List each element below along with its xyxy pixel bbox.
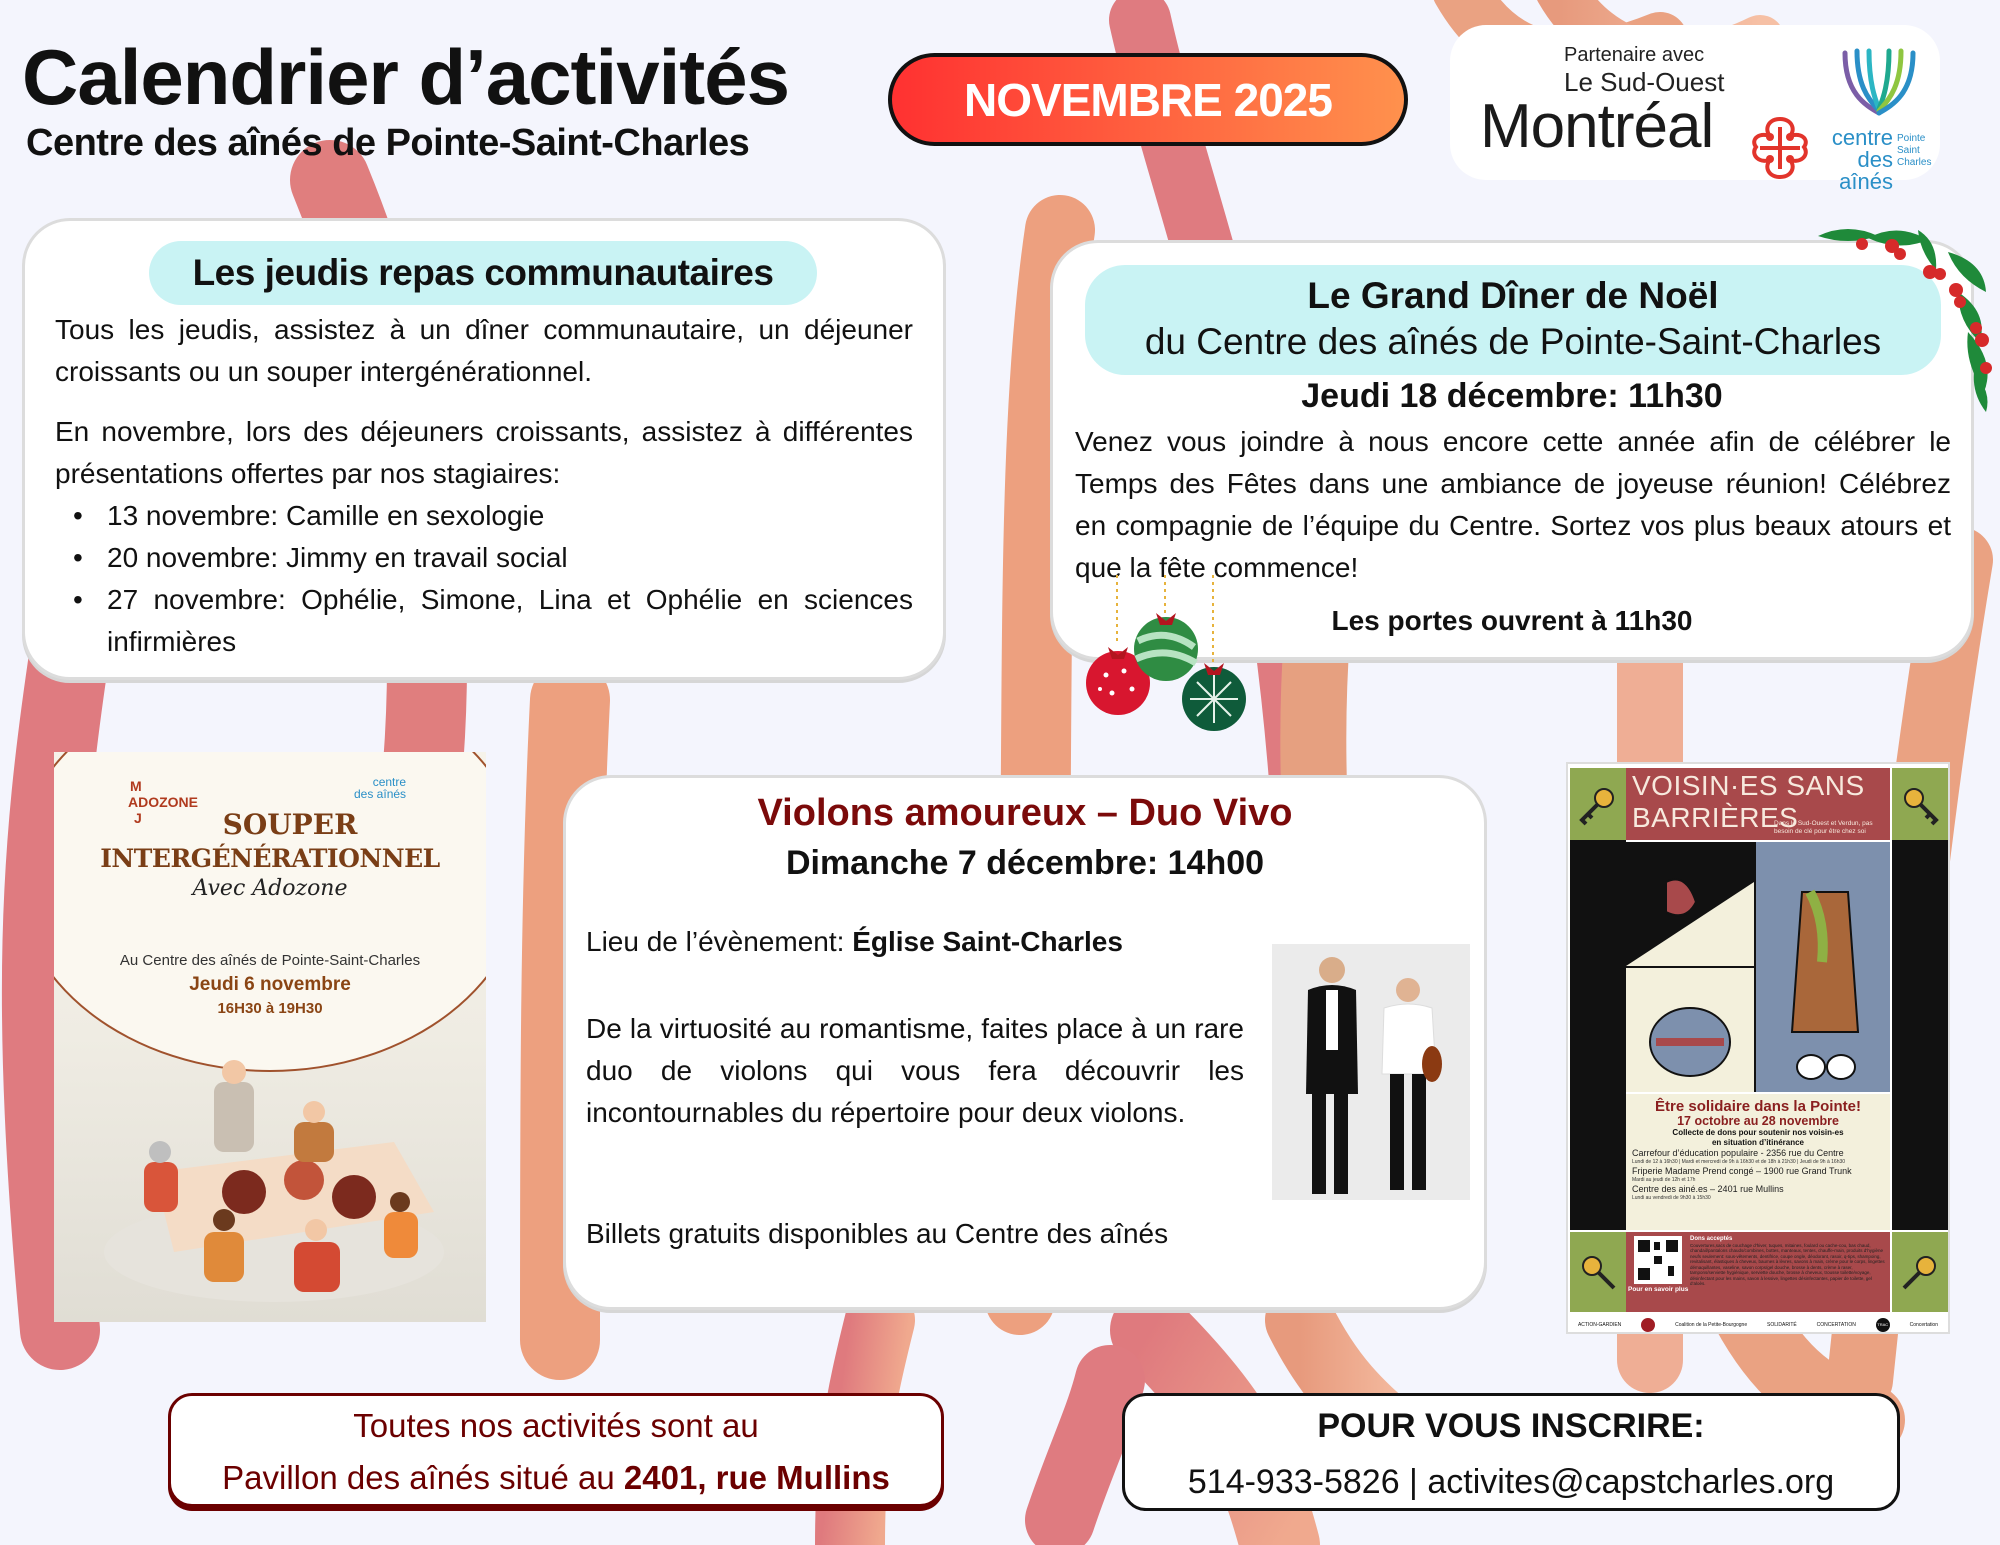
voisin-location: Centre des ainé.es – 2401 rue Mullins (1632, 1184, 1784, 1194)
qr-caption: Pour en savoir plus (1628, 1286, 1689, 1293)
violons-tickets: Billets gratuits disponibles au Centre des aînés (586, 1218, 1169, 1249)
souper-title-2: INTERGÉNÉRATIONNEL (100, 844, 440, 873)
souper-date: Jeudi 6 novembre (189, 974, 351, 995)
qr-code[interactable] (1634, 1236, 1682, 1284)
noel-date: Jeudi 18 décembre: 11h30 (1301, 377, 1723, 415)
centre-des-aines-arcs-icon (1815, 43, 1935, 123)
centre-des-aines-logo-small: centre des aînés (354, 775, 407, 801)
christmas-ornaments-icon (1078, 575, 1258, 735)
key-icon (1892, 1232, 1948, 1312)
registration-box (1122, 1393, 1900, 1511)
list-item: • 13 novembre: Camille en sexologie (55, 495, 913, 537)
presentations-list (55, 495, 913, 663)
list-item: • 20 novembre: Jimmy en travail social (55, 537, 913, 579)
montreal-rosette-icon (1746, 113, 1814, 183)
souper-title: SOUPER (222, 808, 358, 841)
duo-vivo-photo (1272, 944, 1470, 1200)
key-icon (1570, 1232, 1626, 1312)
centre-des-aines-logo: centre des aînés Pointe Saint Charles (1815, 43, 1935, 173)
violons-amoureux-card (563, 775, 1487, 1310)
violons-title: Violons amoureux – Duo Vivo (757, 792, 1293, 834)
adozone-logo: M ADOZONE J (128, 778, 198, 826)
partner-logo-box (1450, 25, 1940, 194)
voisines-sans-barrieres-poster (1566, 762, 1950, 1334)
montreal-logo-text: Montréal (1480, 92, 1714, 161)
family-dinner-illustration (94, 1052, 454, 1312)
jeudis-intro: Tous les jeudis, assistez à un dîner communautaire, un déjeuner croissants ou un souper intergénérationnel. (55, 314, 913, 387)
souper-intergenerationnel-poster (54, 752, 486, 1322)
jeudis-presentations-intro: En novembre, lors des déjeuners croissants, assistez à différentes présentations offertes par nos stagiaires: (55, 416, 913, 489)
voisin-location: Carrefour d’éducation populaire - 2356 rue du Centre (1632, 1148, 1844, 1158)
string-lights-icon (1570, 840, 1626, 1230)
month-badge-label: NOVEMBRE 2025 (964, 73, 1332, 126)
partner-label: Partenaire avec (1564, 44, 1705, 66)
jeudis-repas-card (22, 218, 946, 680)
souper-hours: 16H30 à 19H30 (217, 1000, 323, 1017)
voisin-dates: 17 octobre au 28 novembre (1677, 1114, 1839, 1128)
voisin-headline: Être solidaire dans la Pointe! (1655, 1098, 1861, 1115)
string-lights-icon (1892, 840, 1948, 1230)
voisin-tagline: Dans le Sud-Ouest et Verdun, pas besoin de clé pour être chez soi (1774, 820, 1873, 835)
noel-subtitle: du Centre des aînés de Pointe-Saint-Charles (1144, 321, 1882, 362)
noel-title: Le Grand Dîner de Noël (1307, 275, 1719, 316)
violons-description: De la virtuosité au romantisme, faites place à un rare duo de violons qui vous fera découvrir les incontournables du répertoire pour deux violons. (586, 1013, 1244, 1128)
list-item: • 27 novembre: Ophélie, Simone, Lina et Ophélie en sciences infirmières (55, 579, 913, 663)
noel-description: Venez vous joindre à nous encore cette année afin de célébrer le Temps des Fêtes dans une ambiance de joyeuse réunion! Célébrez en compagnie de l’équipe du Centre. Sortez vos plus beaux atours et que la fête commence! (1075, 426, 1951, 583)
violons-location: Lieu de l’évènement: Église Saint-Charles (586, 926, 1123, 957)
registration-title: POUR VOUS INSCRIRE: (1317, 1407, 1705, 1445)
location-info-box: Toutes nos activités sont au Pavillon des aînés situé au 2401, rue Mullins (168, 1393, 944, 1507)
voisin-info-panel: Être solidaire dans la Pointe! 17 octobre au 28 novembre Collecte de dons pour soutenir nos voisin-es en situation d’itinérance Carrefour d’éducation populaire - 2356 rue du Centre Lundi de 12 à 16h30 | Mardi et mercredi de 9h à 16h30 et de 18h à 21h30 | Jeudi de 9h à 16h30 Friperie Madame Prend congé – 1900 rue Grand Trunk Mardi au jeudi de 12h et 17h Centre des ainé.es – 2401 rue Mullins Lundi au vendredi de 9h30 à 15h30 (1626, 1094, 1890, 1230)
holly-icon (1808, 222, 2000, 412)
souper-with: Avec Adozone (192, 876, 348, 901)
month-badge (888, 53, 1408, 146)
partner-borough: Le Sud-Ouest (1564, 67, 1725, 97)
violons-date: Dimanche 7 décembre: 14h00 (785, 844, 1265, 882)
dons-panel: Pour en savoir plus Dons acceptés Couvertures,sacs de couchage d’hiver, tuques, mitaines, foulard ou cache-cou, bas chaud, chandail/pantalons chauds/combines, bottes, manteaux, tentes, chauffe-main, produits d’hygiène neufs seulement: sous-vêtements, dentifrice, coupe ongle, déodorant, rasoir, q-tips, shampoing, revitalisant, élastiques à cheveux, baumes à lèvres, savons à main, crème pour le corps, lingettes démaquillantes, vaseline, savon corps/gel douche, brosse à dents, crème à raser, tampons/serviette hygiénique, serviette douche, brosse à cheveux, trousse toilette/voyage, désinfectant pour les mains, savon à lessive, lingettes désinfectantes, papier de toilette, gel d’aloès. (1626, 1232, 1890, 1312)
page-title: Calendrier d’activités (22, 33, 789, 121)
voisin-location: Friperie Madame Prend congé – 1900 rue Grand Trunk (1632, 1166, 1852, 1176)
registration-contact[interactable]: 514-933-5826 | activites@capstcharles.org (1187, 1463, 1835, 1501)
noel-doors-time: Les portes ouvrent à 11h30 (1331, 605, 1693, 636)
key-icon (1570, 768, 1626, 840)
souper-location: Au Centre des aînés de Pointe-Saint-Charles (119, 952, 421, 969)
partner-logos-strip: ACTION-GARDIEN Coalition de la Petite-Bourgogne SOLIDARITÉ CONCERTATION TRAC Concertation (1568, 1316, 1948, 1334)
key-icon (1892, 768, 1948, 840)
page-subtitle: Centre des aînés de Pointe-Saint-Charles (26, 122, 750, 164)
winter-items-illustration (1626, 842, 1890, 1092)
dons-list: Couvertures,sacs de couchage d’hiver, tuques, mitaines, foulard ou cache-cou, bas chaud, chandail/pantalons chauds/combines, bottes, manteaux, tentes, chauffe-main, produits d’hygiène neufs seulement: sous-vêtements, dentifrice, coupe ongle, déodorant, rasoir, q-tips, shampoing, revitalisant, élastiques à cheveux, baumes à lèvres, savons à main, crème pour le corps, lingettes démaquillantes, vaseline, savon corps/gel douche, brosse à dents, crème à raser, tampons/serviette hygiénique, serviette douche, brosse à cheveux, trousse toilette/voyage, désinfectant pour les mains, savon à lessive, lingettes désinfectantes, papier de toilette, gel d’aloès. (1690, 1242, 1885, 1286)
jeudis-title: Les jeudis repas communautaires (149, 241, 817, 305)
address: 2401, rue Mullins (623, 1459, 890, 1496)
voisin-title-banner: VOISIN·ES SANS BARRIÈRES Dans le Sud-Ouest et Verdun, pas besoin de clé pour être chez soi (1626, 768, 1890, 840)
